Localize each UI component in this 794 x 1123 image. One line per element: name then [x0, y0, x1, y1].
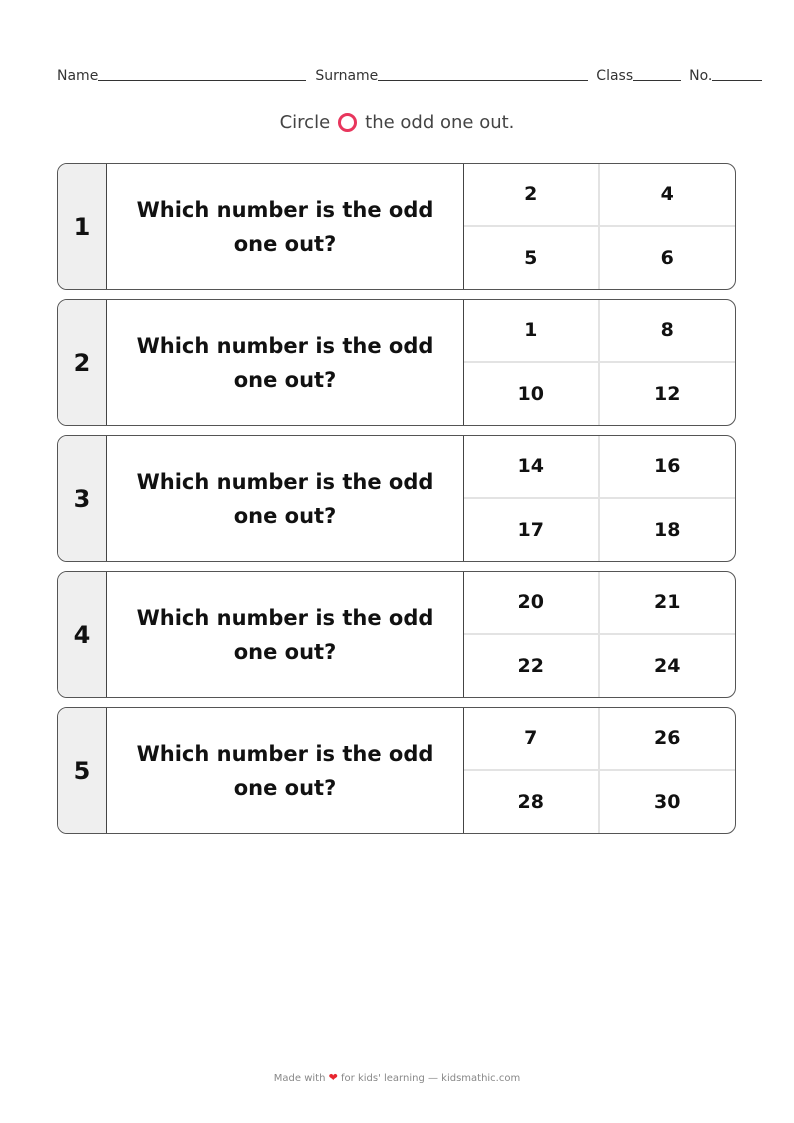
answer-option[interactable]: 12	[654, 382, 681, 405]
answer-grid	[464, 300, 735, 425]
number-field[interactable]	[689, 68, 762, 84]
answer-grid	[464, 164, 735, 289]
answer-option[interactable]: 1	[464, 300, 600, 363]
answer-option[interactable]: 20	[464, 572, 600, 635]
answer-grid	[464, 708, 735, 833]
class-field[interactable]	[596, 68, 681, 84]
answer-option[interactable]: 17	[464, 499, 600, 562]
question-text: Which number is the odd one out?	[107, 708, 464, 833]
student-info-header	[57, 68, 773, 84]
answer-option[interactable]: 2	[464, 164, 600, 227]
question-number: 2	[58, 300, 107, 425]
surname-line[interactable]	[378, 79, 588, 81]
answer-option[interactable]: 26	[600, 708, 736, 771]
name-field[interactable]	[57, 68, 306, 84]
question-number: 4	[58, 572, 107, 697]
answer-option[interactable]: 30	[654, 790, 681, 813]
answer-option[interactable]: 7	[464, 708, 600, 771]
answer-option[interactable]: 8	[600, 300, 736, 363]
question-number: 5	[58, 708, 107, 833]
answer-option[interactable]: 10	[464, 363, 600, 426]
answer-option[interactable]: 28	[464, 771, 600, 834]
footer-text-after: for kids' learning — kidsmathic.com	[341, 1073, 521, 1084]
instruction	[0, 112, 794, 133]
answer-option[interactable]: 4	[600, 164, 736, 227]
question-text: Which number is the odd one out?	[107, 572, 464, 697]
answer-option[interactable]: 18	[654, 518, 681, 541]
answer-option[interactable]: 5	[464, 227, 600, 290]
answer-grid	[464, 572, 735, 697]
question-card-1	[57, 163, 736, 290]
answer-grid	[464, 436, 735, 561]
class-line[interactable]	[633, 79, 681, 81]
question-number: 1	[58, 164, 107, 289]
answer-option[interactable]: 16	[600, 436, 736, 499]
answer-option[interactable]: 21	[600, 572, 736, 635]
answer-option[interactable]: 14	[464, 436, 600, 499]
question-card-2	[57, 299, 736, 426]
question-card-4	[57, 571, 736, 698]
class-label: Class	[596, 68, 634, 84]
answer-option[interactable]: 6	[660, 246, 674, 269]
question-card-5	[57, 707, 736, 834]
number-line[interactable]	[712, 79, 762, 81]
instruction-text-before: Circle	[279, 112, 331, 133]
footer	[0, 1071, 794, 1084]
question-number: 3	[58, 436, 107, 561]
answer-option[interactable]: 22	[464, 635, 600, 698]
name-line[interactable]	[98, 79, 306, 81]
answer-option[interactable]: 24	[654, 654, 681, 677]
surname-field[interactable]	[315, 68, 588, 84]
name-label: Name	[57, 68, 99, 84]
question-text: Which number is the odd one out?	[107, 300, 464, 425]
circle-outline-icon	[338, 113, 357, 132]
heart-icon: ❤	[328, 1071, 338, 1084]
question-text: Which number is the odd one out?	[107, 164, 464, 289]
instruction-text-after: the odd one out.	[365, 112, 515, 133]
number-label: No.	[689, 68, 713, 84]
question-text: Which number is the odd one out?	[107, 436, 464, 561]
footer-text-before: Made with	[273, 1073, 326, 1084]
question-card-3	[57, 435, 736, 562]
surname-label: Surname	[315, 68, 379, 84]
